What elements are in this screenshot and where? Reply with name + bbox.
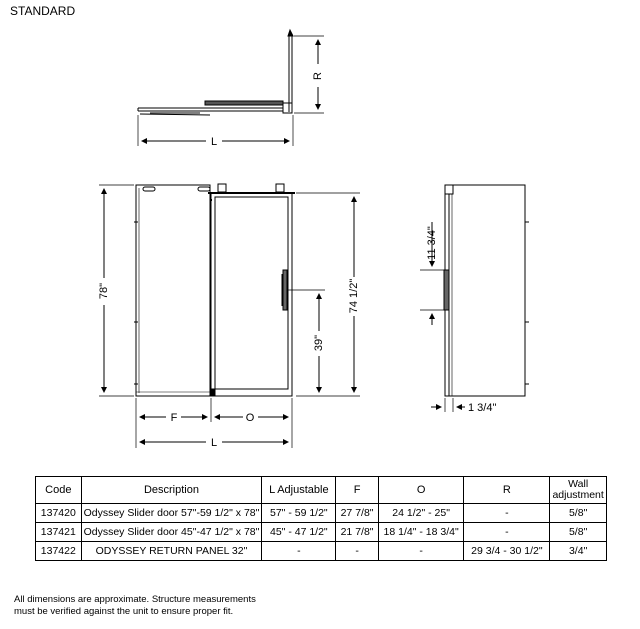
- side-view: [420, 185, 529, 412]
- cell-description: Odyssey Slider door 57"-59 1/2" x 78": [81, 504, 262, 523]
- front-view: [99, 184, 360, 448]
- dim-f: F: [170, 412, 178, 424]
- footnote: [14, 594, 256, 618]
- cell-r: 29 3/4 - 30 1/2": [464, 542, 550, 561]
- table-header-row: [36, 477, 607, 504]
- dim-height-total: 78": [97, 282, 110, 300]
- cell-description: Odyssey Slider door 45"-47 1/2" x 78": [81, 523, 262, 542]
- cell-wall: 3/4": [550, 542, 607, 561]
- dim-handle-length: 11 3/4": [425, 226, 438, 260]
- cell-l: 45" - 47 1/2": [262, 523, 336, 542]
- top-view: [138, 30, 324, 146]
- dim-depth: 1 3/4": [468, 402, 497, 414]
- cell-code: 137420: [36, 504, 82, 523]
- cell-wall: 5/8": [550, 504, 607, 523]
- dim-top-l: L: [210, 136, 218, 148]
- col-wall-line1: Wall: [568, 478, 589, 490]
- dim-bottom-l: L: [210, 437, 218, 449]
- table-row: [36, 523, 607, 542]
- col-wall-adjustment: [550, 477, 607, 504]
- table-row: [36, 542, 607, 561]
- table-row: [36, 504, 607, 523]
- spec-table: [35, 476, 607, 561]
- dim-handle-height: 39": [312, 334, 325, 352]
- cell-code: 137421: [36, 523, 82, 542]
- cell-l: 57" - 59 1/2": [262, 504, 336, 523]
- col-o: O: [378, 477, 464, 504]
- col-code: Code: [36, 477, 82, 504]
- footnote-line1: All dimensions are approximate. Structure measurements: [14, 594, 256, 605]
- col-f: F: [336, 477, 379, 504]
- col-description: Description: [81, 477, 262, 504]
- col-r: R: [464, 477, 550, 504]
- cell-code: 137422: [36, 542, 82, 561]
- cell-o: 18 1/4" - 18 3/4": [378, 523, 464, 542]
- cell-r: -: [464, 504, 550, 523]
- cell-o: 24 1/2" - 25": [378, 504, 464, 523]
- dim-o: O: [245, 412, 255, 424]
- cell-f: -: [336, 542, 379, 561]
- dim-height-door: 74 1/2": [347, 278, 360, 314]
- page-title: STANDARD: [10, 4, 76, 18]
- dim-top-r: R: [311, 72, 324, 80]
- footnote-line2: must be verified against the unit to ensure proper fit.: [14, 606, 234, 617]
- cell-wall: 5/8": [550, 523, 607, 542]
- cell-l: -: [262, 542, 336, 561]
- cell-f: 21 7/8": [336, 523, 379, 542]
- cell-o: -: [378, 542, 464, 561]
- col-l-adjustable: L Adjustable: [262, 477, 336, 504]
- cell-description: ODYSSEY RETURN PANEL 32": [81, 542, 262, 561]
- cell-f: 27 7/8": [336, 504, 379, 523]
- col-wall-line2: adjustment: [552, 489, 604, 501]
- cell-r: -: [464, 523, 550, 542]
